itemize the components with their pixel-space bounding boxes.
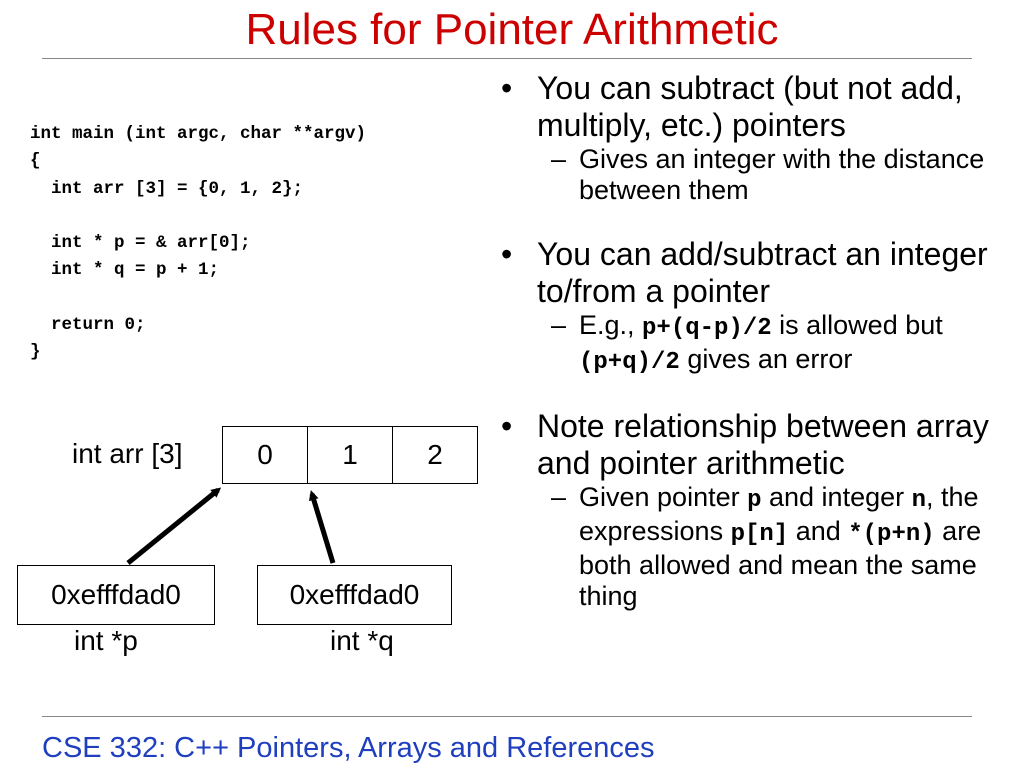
bullet-item — [495, 70, 1023, 144]
code-line: int * q = p + 1; — [30, 260, 220, 281]
pointer-q-box: 0xefffdad0 — [257, 565, 452, 625]
sub-bullet-marker: – — [551, 310, 567, 340]
bullet-list — [495, 70, 1023, 612]
sub-bullet-text: gives an error — [679, 344, 853, 374]
sub-bullet-marker: – — [551, 144, 567, 174]
code-snippet: p — [747, 487, 762, 514]
sub-bullet-text: E.g., — [579, 310, 643, 340]
pointer-p-label: int *p — [74, 625, 138, 656]
code-line: int main (int argc, char **argv) — [30, 124, 367, 144]
code-snippet: p+(q-p)/2 — [642, 315, 772, 342]
pointer-q-label: int *q — [330, 625, 394, 656]
sub-bullet-text: Gives an integer with the distance between them — [579, 144, 985, 205]
code-snippet: n — [911, 487, 927, 514]
arrow-q — [312, 494, 333, 563]
code-line: } — [30, 342, 41, 363]
bullet-text: You can subtract (but not add, multiply, etc.) pointers — [537, 70, 963, 143]
bullet-marker: • — [501, 408, 513, 444]
sub-bullet-text: Given pointer — [579, 482, 748, 512]
slide-footer: CSE 332: C++ Pointers, Arrays and References — [42, 732, 655, 764]
code-line: int * p = & arr[0]; — [30, 233, 251, 254]
code-line: return 0; — [30, 315, 146, 336]
sub-bullet-text: and integer — [761, 482, 912, 512]
code-snippet: (p+q)/2 — [579, 349, 680, 376]
sub-bullet-item — [495, 310, 1023, 378]
array-cell-0: 0 — [223, 427, 308, 483]
sub-bullet-item — [495, 144, 1023, 206]
bullet-item — [495, 236, 1023, 310]
slide-title: Rules for Pointer Arithmetic — [245, 5, 779, 54]
bullet-marker: • — [501, 70, 513, 106]
bottom-divider — [42, 716, 972, 717]
bullet-marker: • — [501, 236, 513, 272]
array-cell-2: 2 — [427, 439, 443, 470]
sub-bullet-item — [495, 482, 1023, 612]
code-line: { — [30, 151, 41, 172]
array-label: int arr [3] — [72, 438, 183, 469]
bullet-text: Note relationship between array and pointer arithmetic — [537, 408, 989, 481]
pointer-p-box: 0xefffdad0 — [17, 565, 215, 625]
bullet-item — [495, 408, 1023, 482]
sub-bullet-text: is allowed but — [771, 310, 943, 340]
code-snippet: p[n] — [730, 521, 789, 548]
bullet-text: You can add/subtract an integer to/from a pointer — [537, 236, 988, 309]
arrow-p — [128, 490, 218, 563]
code-snippet: *(p+n) — [848, 521, 935, 548]
sub-bullet-marker: – — [551, 482, 567, 512]
sub-bullet-text: are both allowed and mean the same thing — [579, 516, 982, 611]
array-cell-1: 1 — [308, 427, 393, 483]
sub-bullet-text: and — [788, 516, 849, 546]
code-line: int arr [3] = {0, 1, 2}; — [30, 178, 304, 199]
sub-bullet-text: , the expressions — [579, 482, 979, 546]
